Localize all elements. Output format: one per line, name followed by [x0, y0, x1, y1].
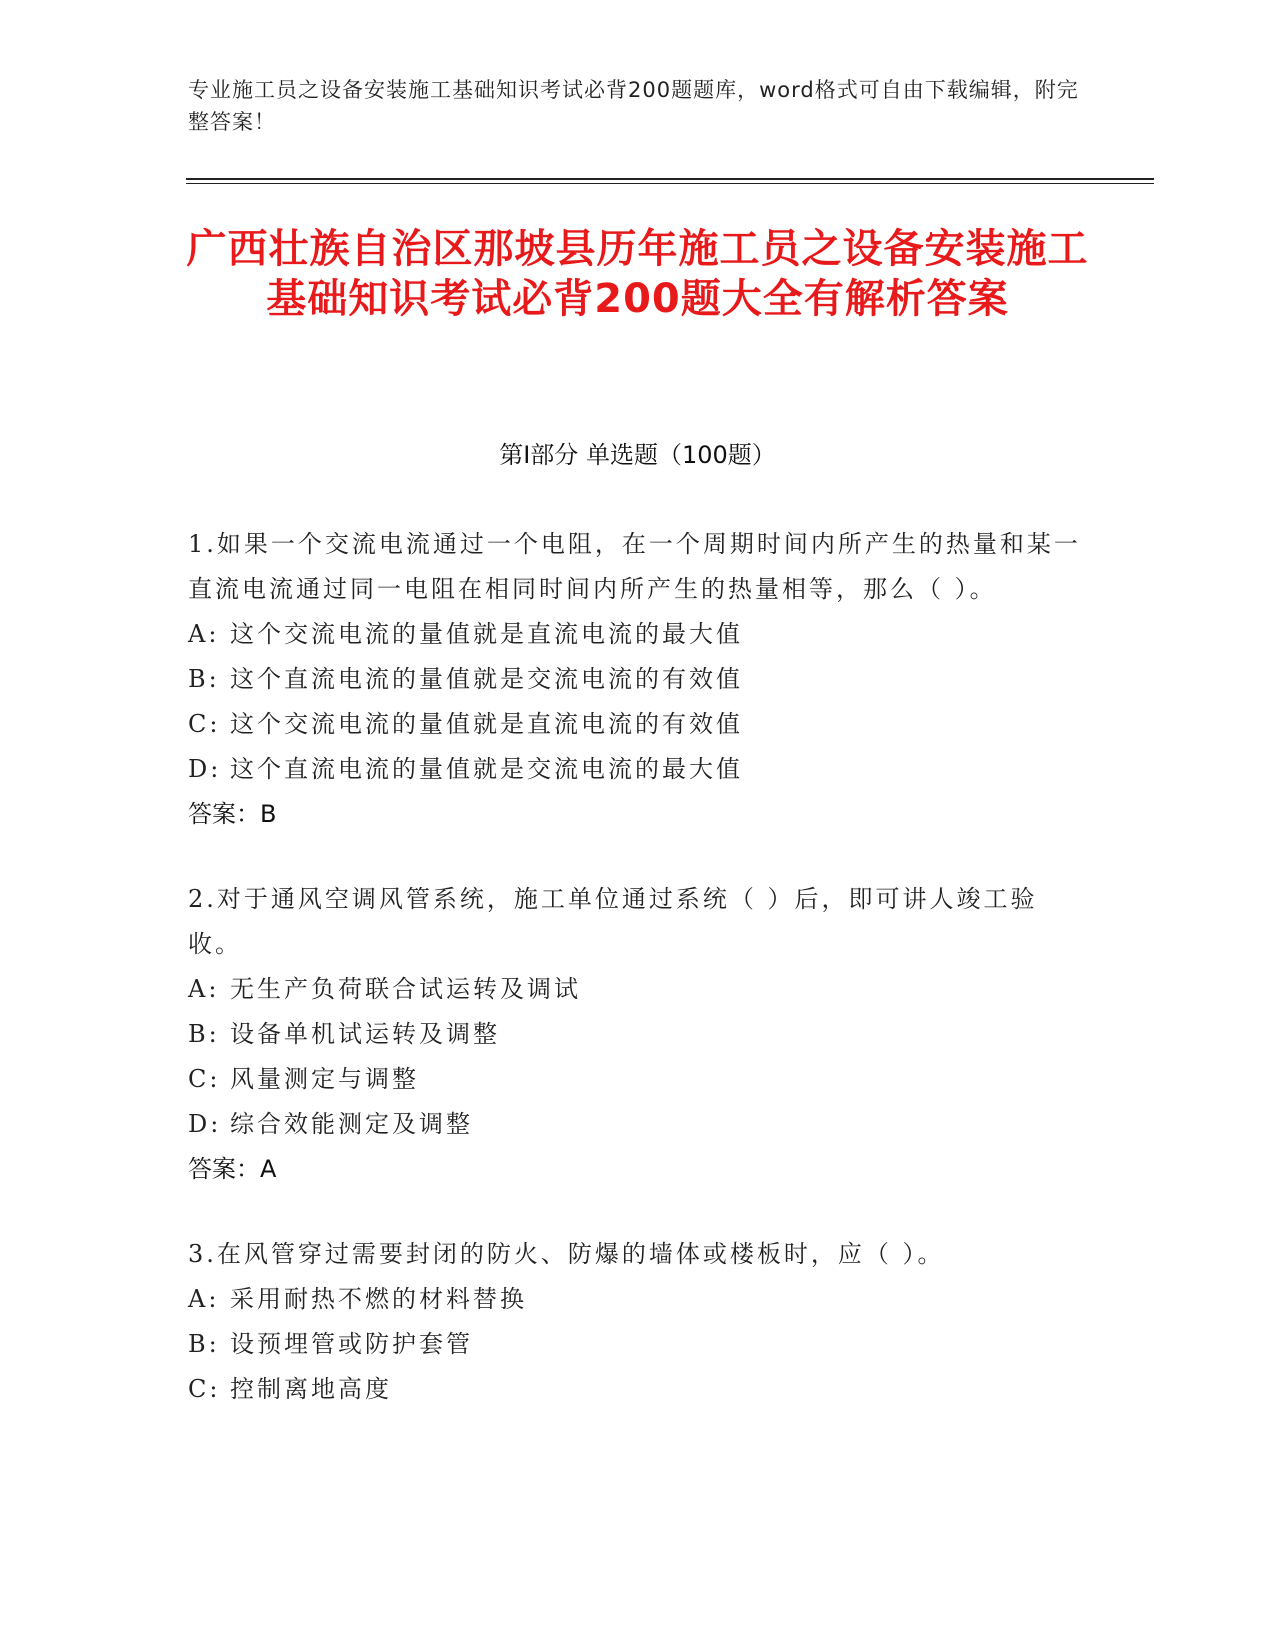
- option-key: B:: [188, 665, 220, 693]
- option-key: C:: [188, 1065, 221, 1093]
- option-text: 这个交流电流的量值就是直流电流的最大值: [230, 620, 743, 648]
- question-stem: 1.如果一个交流电流通过一个电阻，在一个周期时间内所产生的热量和某一直流电流通过同一电阻在相同时间内所产生的热量相等，那么（ ）。: [188, 530, 1081, 603]
- option-c: [188, 1057, 1088, 1102]
- answer-label: 答案：B: [188, 800, 277, 828]
- question-1: [188, 522, 1088, 837]
- option-text: 综合效能测定及调整: [230, 1110, 473, 1138]
- option-key: D:: [188, 1110, 222, 1138]
- document-title: 广西壮族自治区那坡县历年施工员之设备安装施工基础知识考试必背200题大全有解析答案: [186, 226, 1089, 322]
- option-text: 采用耐热不燃的材料替换: [230, 1285, 527, 1313]
- option-b: [188, 657, 1088, 702]
- option-a: [188, 1277, 1088, 1322]
- option-key: A:: [188, 1285, 220, 1313]
- option-text: 控制离地高度: [230, 1375, 392, 1403]
- question-stem: 3.在风管穿过需要封闭的防火、防爆的墙体或楼板时，应（ ）。: [188, 1240, 945, 1268]
- option-a: [188, 612, 1088, 657]
- header-divider-thin: [186, 183, 1154, 184]
- question-stem: 2.对于通风空调风管系统，施工单位通过系统（ ）后，即可讲人竣工验收。: [188, 885, 1038, 958]
- option-key: D:: [188, 755, 222, 783]
- option-text: 这个直流电流的量值就是交流电流的最大值: [230, 755, 743, 783]
- option-key: A:: [188, 975, 220, 1003]
- option-key: A:: [188, 620, 220, 648]
- option-c: [188, 702, 1088, 747]
- option-d: [188, 747, 1088, 792]
- option-key: C:: [188, 1375, 221, 1403]
- option-key: B:: [188, 1330, 220, 1358]
- header-note: 专业施工员之设备安装施工基础知识考试必背200题题库，word格式可自由下载编辑，附完整答案！: [188, 78, 1079, 134]
- header-divider-thick: [186, 178, 1154, 180]
- question-2: [188, 877, 1088, 1192]
- answer-label: 答案：A: [188, 1155, 277, 1183]
- question-3: [188, 1232, 1088, 1412]
- option-text: 风量测定与调整: [230, 1065, 419, 1093]
- option-text: 设备单机试运转及调整: [230, 1020, 500, 1048]
- option-b: [188, 1322, 1088, 1367]
- option-text: 这个直流电流的量值就是交流电流的有效值: [230, 665, 743, 693]
- option-text: 无生产负荷联合试运转及调试: [230, 975, 581, 1003]
- option-key: B:: [188, 1020, 220, 1048]
- option-key: C:: [188, 710, 221, 738]
- question-list: [188, 522, 1088, 1452]
- option-c: [188, 1367, 1088, 1412]
- option-a: [188, 967, 1088, 1012]
- option-text: 这个交流电流的量值就是直流电流的有效值: [230, 710, 743, 738]
- section-title: 第Ⅰ部分 单选题（100题）: [499, 441, 776, 469]
- option-text: 设预埋管或防护套管: [230, 1330, 473, 1358]
- option-d: [188, 1102, 1088, 1147]
- option-b: [188, 1012, 1088, 1057]
